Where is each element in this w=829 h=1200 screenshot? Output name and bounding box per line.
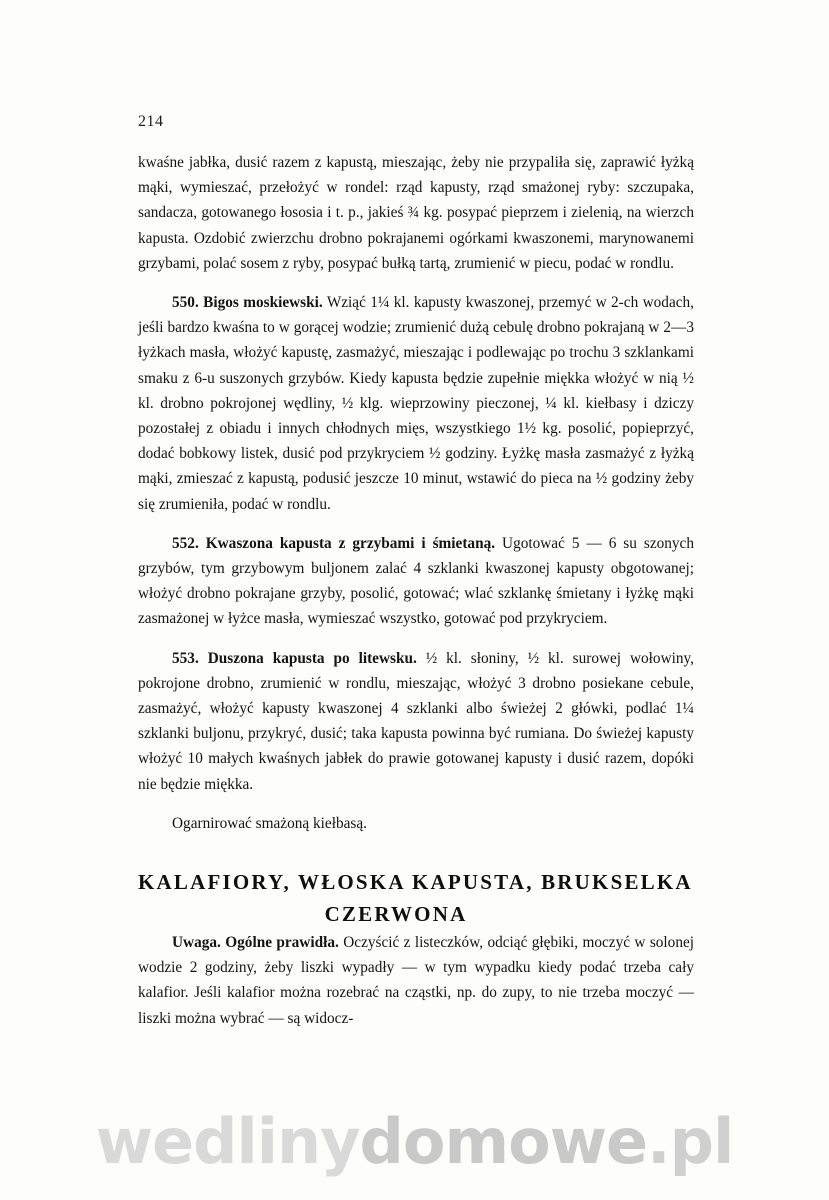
recipe-552-title: 552. Kwaszona kapusta z grzybami i śmietaną.: [172, 534, 496, 552]
note-text: Oczyścić z listeczków, odciąć głębiki, moczyć w solonej wodzie 2 godziny, żeby liszki wypadły — w tym wypadku kiedy podać trzeba cały kalafior. Jeśli kalafior można rozebrać na cząstki, np. do zupy, to nie trzeba moczyć — liszki można wybrać — są widocz-: [138, 934, 695, 1027]
watermark-part2: domowe: [359, 1105, 648, 1178]
recipe-553: [138, 646, 694, 797]
recipe-553-title: 553. Duszona kapusta po litewsku.: [172, 649, 417, 667]
watermark: [0, 1105, 829, 1178]
watermark-part3: .pl: [647, 1105, 734, 1178]
note-title: Uwaga. Ogólne prawidła.: [172, 934, 339, 952]
recipe-550-title: 550. Bigos moskiewski.: [172, 294, 323, 312]
recipe-550-text: Wziąć 1¼ kl. kapusty kwaszonej, przemyć w 2-ch wodach, jeśli bardzo kwaśna to w gorącej wodzie; zrumienić dużą cebulę drobno pokrajaną w 2—3 łyżkach masła, włożyć kapustę, zasmażyć, mieszając i podlewając po trochu 3 szklankami smaku z 6-u suszonych grzybów. Kiedy kapusta będzie zupełnie miękka włożyć w nią ½ kl. drobno pokrojonej wędliny, ½ klg. wieprzowiny pieczonej, ¼ kl. kiełbasy i dziczy pozostałej z obiadu i innych chłodnych mięs, wszystkiego 1½ kg. posolić, popieprzyć, dodać bobkowy listek, dusić pod przykryciem ½ godziny. Łyżkę masła zasmażyć z łyżką mąki, zmieszać z kapustą, podusić jeszcze 10 minut, wstawić do pieca na ½ godziny żeby się zrumieniła, podać w rondlu.: [138, 294, 694, 513]
paragraph-garnish: Ogarnirować smażoną kiełbasą.: [172, 814, 367, 832]
recipe-553-text: ½ kl. słoniny, ½ kl. surowej wołowiny, pokrojone drobno, zrumienić w rondlu, mieszając, włożyć 3 drobno posiekane cebule, zasmażyć, włożyć kapusty kwaszonej 4 szklanki albo świeżej 2 główki, podlać 1¼ szklanki buljonu, przykryć, dusić; taka kapusta powinna być rumiana. Do świeżej kapusty włożyć 10 małych kwaśnych jabłek do prawie gotowanej kapusty i dusić razem, dopóki nie będzie miękka.: [138, 649, 694, 793]
watermark-part1: wedliny: [95, 1105, 360, 1178]
paragraph-continued: kwaśne jabłka, dusić razem z kapustą, mieszając, żeby nie przypaliła się, zaprawić łyżką mąki, wymieszać, przełożyć w rondel: rząd kapusty, rząd smażonej ryby: szczupaka, sandacza, gotowanego łososia i t. p., jakieś ¾ kg. posypać pieprzem i zielenią, na wierzch kapusta. Ozdobić zwierzchu drobno pokrajanemi ogórkami kwaszonemi, marynowanemi grzybami, polać sosem z ryby, posypać bułką tartą, zrumienić w piecu, podać w rondlu.: [138, 154, 694, 272]
recipe-552: [138, 531, 694, 632]
section-heading-line1: KALAFIORY, WŁOSKA KAPUSTA, BRUKSELKA: [138, 870, 693, 895]
recipe-552-text: Ugotować 5 — 6 su szonych grzybów, tym grzybowym buljonem zalać 4 szklanki kwaszonej kapusty obgotowanej; włożyć drobno pokrajane grzyby, posolić, gotować; wlać szklankę śmietany i łyżkę mąki zasmażonej w łyżce masła, wymieszać wszystko, gotować pod przykryciem.: [138, 534, 694, 628]
page-number: 214: [138, 113, 164, 130]
note-general-rules: [138, 930, 694, 1031]
page-content: [138, 150, 694, 1031]
section-heading-line2: CZERWONA: [324, 902, 468, 927]
recipe-550: [138, 290, 694, 517]
section-heading: [138, 866, 694, 930]
